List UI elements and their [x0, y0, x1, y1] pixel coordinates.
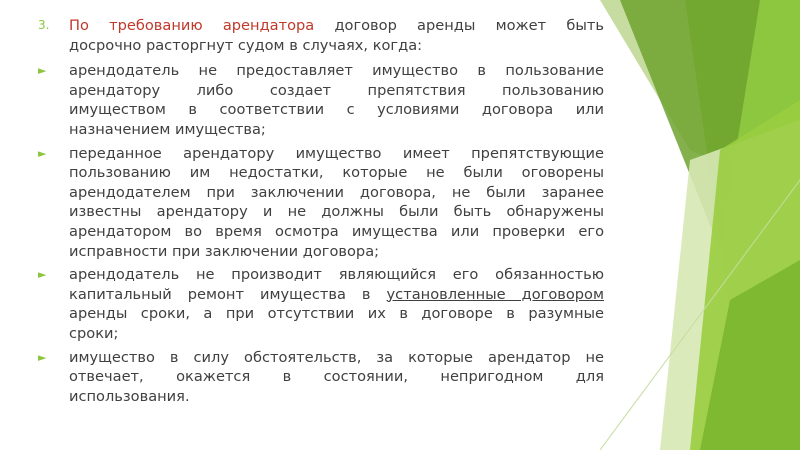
heading-highlight: По требованию арендатора [69, 17, 315, 34]
text-fragment: капитальный ремонт имущества в [69, 285, 387, 303]
underlined-link[interactable]: установленные договором [386, 285, 604, 303]
text-line: арендатору либо создает препятствия пользованию [69, 81, 604, 99]
triangle-right-icon: ► [38, 64, 47, 78]
text-line: арендодателем при заключении договора, не были заранее [69, 183, 604, 201]
list-item [38, 144, 604, 262]
triangle-right-icon: ► [38, 350, 47, 364]
list-number: 3. [38, 18, 50, 32]
text-line: переданное арендатору имущество имеет препятствующие [69, 144, 604, 162]
text-line: арендодатель не предоставляет имущество в пользование [69, 62, 604, 80]
list-item [38, 265, 604, 343]
text-line [69, 285, 604, 305]
heading-line-2: досрочно расторгнут судом в случаях, когда: [69, 36, 423, 54]
triangle-right-icon: ► [38, 146, 47, 160]
text-line: имущество в силу обстоятельств, за которые арендатор не [69, 348, 604, 366]
heading-line-1 [69, 16, 604, 36]
text-line: назначением имущества; [69, 120, 266, 138]
text-line: известны арендатору и не должны были быть обнаружены [69, 203, 604, 221]
text-line: аренды сроки, а при отсутствии их в договоре в разумные [69, 305, 604, 323]
text-line: исправности при заключении договора; [69, 242, 380, 260]
triangle-right-icon: ► [38, 268, 47, 282]
text-line: арендатором во время осмотра имущества или проверки его [69, 222, 604, 240]
list-item [38, 61, 604, 139]
text-line: арендодатель не производит являющийся его обязанностью [69, 266, 604, 284]
text-line: пользованию им недостатки, которые не были оговорены [69, 164, 604, 182]
text-line: отвечает, окажется в состоянии, непригодном для [69, 368, 604, 386]
green-band-left [0, 0, 40, 450]
text-line: использования. [69, 387, 190, 405]
text-line: имуществом в соответствии с условиями договора или [69, 101, 604, 119]
slide-content [38, 16, 604, 410]
heading-rest: договор аренды может быть [314, 17, 604, 34]
list-item [38, 348, 604, 407]
numbered-heading [38, 16, 604, 55]
text-line: сроки; [69, 324, 119, 342]
